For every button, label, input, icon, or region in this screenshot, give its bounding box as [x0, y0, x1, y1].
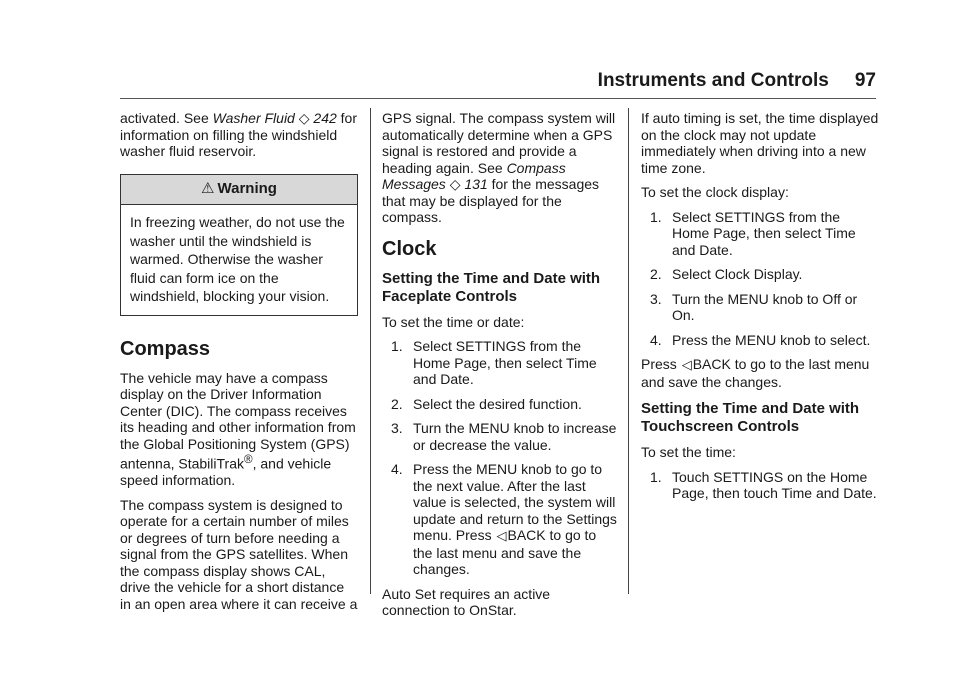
auto-timing-paragraph: If auto timing is set, the time displayed on the clock may not update immediately when driving into a new time zone. — [641, 110, 879, 176]
faceplate-intro: To set the time or date: — [382, 313, 525, 330]
clock-display-steps — [641, 209, 881, 349]
column-divider — [370, 108, 371, 594]
gps-paragraph: GPS signal. The compass system will automatically determine when a GPS signal is restored and provide a heading again. See Compass Messages ◇ 131 for the messages that may be displayed for the compass. — [382, 110, 616, 225]
touchscreen-steps — [641, 469, 881, 502]
back-icon: ◁ — [496, 528, 507, 543]
compass-paragraph-1: The vehicle may have a compass display on the Driver Information Center (DIC). The compass receives its heading and other information from the Global Positioning System (GPS) antenna, StabiliTrak®, and vehicle speed information. — [120, 369, 356, 489]
compass-heading: Compass — [120, 337, 211, 360]
registered-mark: ® — [244, 453, 253, 466]
list-item: 3. Turn the MENU knob to increase or decrease the value. — [391, 420, 617, 453]
page-number: 97 — [854, 70, 876, 91]
page-ref-number[interactable]: 131 — [464, 176, 488, 192]
list-item: 4. Press the MENU knob to go to the next value. After the last value is selected, the system will update and return to the Settings menu. Press ◁BACK to go to the last menu and save the changes. — [391, 461, 617, 577]
compass-paragraph-2: The compass system is designed to operate for a certain number of miles or degrees of turn before needing a signal from the GPS satellites. When the compass display shows CAL, drive the vehicle for a short distance in an open area where it can receive a — [120, 496, 358, 612]
warning-icon: ⚠ — [201, 179, 215, 197]
column-2 — [382, 110, 618, 627]
back-icon: ◁ — [681, 357, 692, 372]
cross-reference-link[interactable]: Compass Messages — [382, 159, 566, 192]
page-ref-arrow-icon: ◇ — [298, 110, 310, 126]
autoset-paragraph: Auto Set requires an active connection to OnStar. — [382, 585, 551, 618]
list-item: 1. Select SETTINGS from the Home Page, then select Time and Date. — [391, 338, 597, 387]
list-item: 1. Select SETTINGS from the Home Page, then select Time and Date. — [650, 208, 856, 258]
header-rule — [120, 98, 876, 99]
touchscreen-heading: Setting the Time and Date with Touchscreen Controls — [641, 400, 860, 435]
list-item: 1. Touch SETTINGS on the Home Page, then touch Time and Date. — [650, 468, 877, 501]
column-1 — [120, 110, 358, 620]
section-title: Instruments and Controls — [597, 70, 829, 91]
warning-text: In freezing weather, do not use the washer until the windshield is warmed. Otherwise the washer fluid can form ice on the windshield, blocking your vision. — [130, 214, 345, 304]
list-item: 4. Press the MENU knob to select. — [650, 331, 871, 348]
faceplate-heading: Setting the Time and Date with Faceplate Controls — [382, 269, 601, 305]
washer-paragraph: activated. See Washer Fluid ◇ 242 for information on filling the windshield washer fluid reservoir. — [120, 110, 357, 159]
list-item: 2. Select the desired function. — [391, 395, 582, 412]
clock-heading: Clock — [382, 237, 437, 260]
warning-box — [120, 174, 358, 316]
list-item: 3. Turn the MENU knob to Off or On. — [650, 290, 858, 323]
touchscreen-intro: To set the time: — [641, 444, 736, 460]
cross-reference-link[interactable]: Washer Fluid — [212, 110, 295, 126]
clock-display-intro: To set the clock display: — [641, 184, 789, 200]
faceplate-steps — [382, 338, 618, 578]
list-item: 2. Select Clock Display. — [650, 266, 803, 282]
warning-header — [121, 175, 357, 206]
page-ref-number[interactable]: 242 — [313, 110, 337, 126]
page-header — [120, 70, 876, 92]
warning-title: Warning — [217, 179, 277, 197]
column-divider — [628, 108, 629, 594]
column-3 — [641, 110, 881, 510]
page-ref-arrow-icon: ◇ — [449, 176, 461, 192]
press-back-paragraph: Press ◁BACK to go to the last menu and save the changes. — [641, 356, 870, 390]
